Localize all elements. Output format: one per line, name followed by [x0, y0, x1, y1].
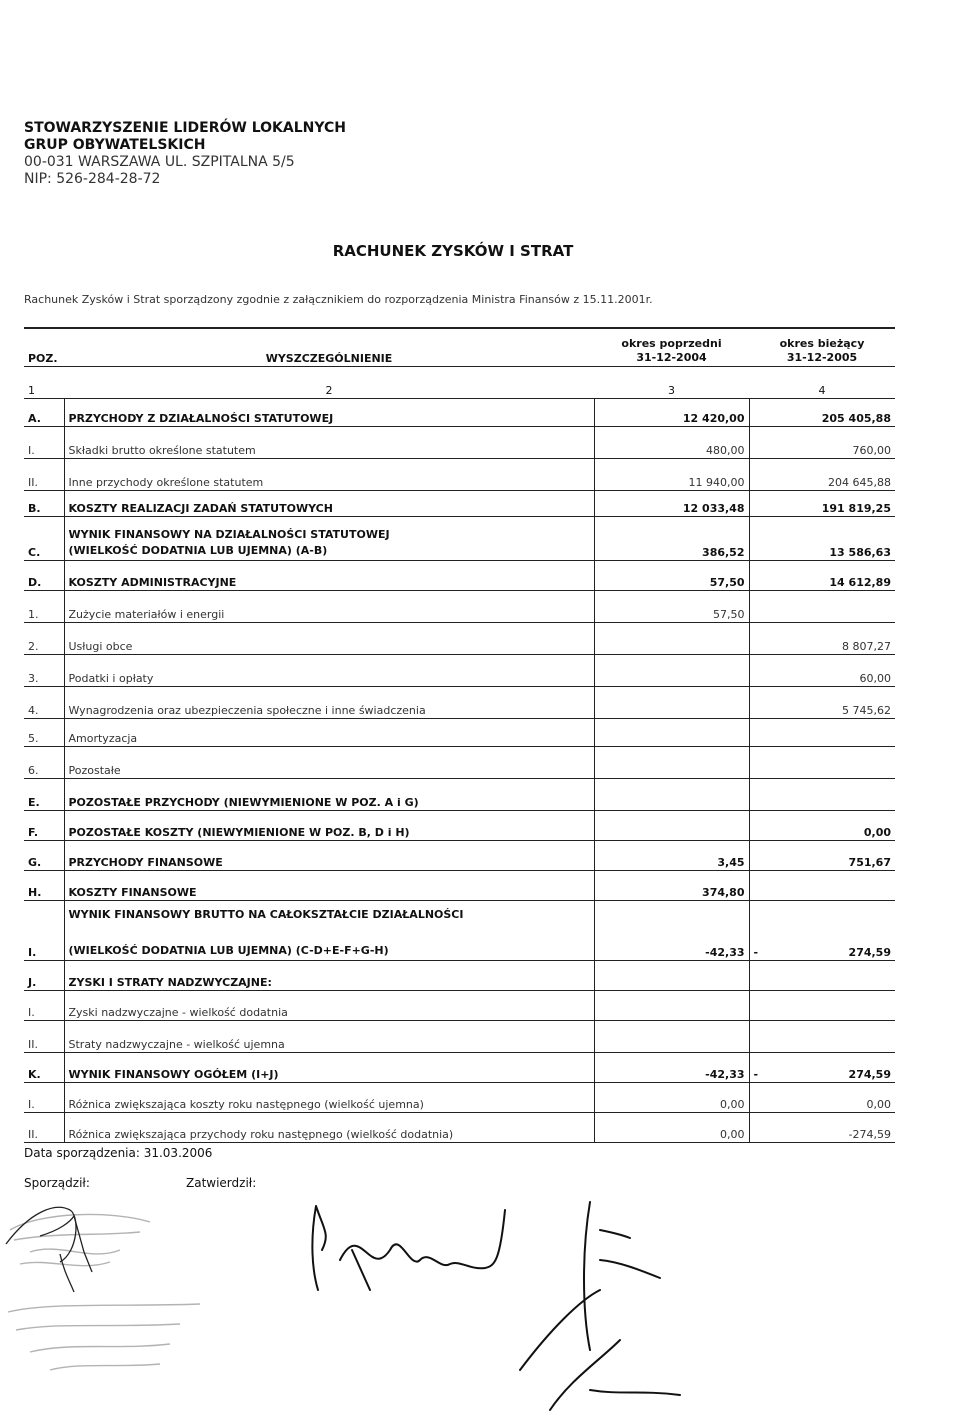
row-position: K.: [24, 1052, 64, 1082]
row-position: G.: [24, 840, 64, 870]
row-description: Straty nadzwyczajne - wielkość ujemna: [64, 1020, 594, 1052]
row-description: Usługi obce: [64, 622, 594, 654]
row-description: POZOSTAŁE PRZYCHODY (NIEWYMIENIONE W POZ. A i G): [64, 778, 594, 810]
row-previous-period-value: 12 420,00: [594, 398, 749, 426]
row-description-line2: (WIELKOŚĆ DODATNIA LUB UJEMNA) (A-B): [68, 543, 328, 557]
row-description: ZYSKI I STRATY NADZWYCZAJNE:: [64, 960, 594, 990]
table-row: [24, 1052, 895, 1082]
row-position: 5.: [24, 718, 64, 746]
row-current-period-value: 60,00: [749, 654, 895, 686]
table-row: [24, 426, 895, 458]
row-current-period-value: 5 745,62: [749, 686, 895, 718]
row-position: II.: [24, 458, 64, 490]
row-description-line1: WYNIK FINANSOWY NA DZIAŁALNOŚCI STATUTOWEJ: [68, 527, 390, 541]
row-description: Zużycie materiałów i energii: [64, 590, 594, 622]
row-previous-period-value: [594, 778, 749, 810]
column-number-1: 1: [24, 366, 64, 398]
row-current-period-value: -274,59: [749, 1112, 895, 1142]
row-current-period-value: 751,67: [749, 840, 895, 870]
table-row: [24, 490, 895, 516]
row-previous-period-value: 386,52: [594, 516, 749, 560]
row-position: D.: [24, 560, 64, 590]
row-previous-period-value: 374,80: [594, 870, 749, 900]
row-description: WYNIK FINANSOWY OGÓŁEM (I+J): [64, 1052, 594, 1082]
row-position: II.: [24, 1020, 64, 1052]
row-position: I.: [24, 900, 64, 960]
row-previous-period-value: 11 940,00: [594, 458, 749, 490]
row-previous-period-value: [594, 654, 749, 686]
row-description: [64, 900, 594, 960]
row-current-period-value: [749, 778, 895, 810]
row-current-period-value: [749, 990, 895, 1020]
row-previous-period-value: 57,50: [594, 560, 749, 590]
table-row: [24, 516, 895, 560]
header-curr-label: okres bieżący: [779, 336, 865, 350]
row-previous-period-value: [594, 746, 749, 778]
value-sign: -: [753, 1067, 759, 1081]
row-description: PRZYCHODY Z DZIAŁALNOŚCI STATUTOWEJ: [64, 398, 594, 426]
row-current-period-value: 0,00: [749, 1082, 895, 1112]
row-description: Wynagrodzenia oraz ubezpieczenia społeczne i inne świadczenia: [64, 686, 594, 718]
row-description: KOSZTY ADMINISTRACYJNE: [64, 560, 594, 590]
row-description: Inne przychody określone statutem: [64, 458, 594, 490]
row-position: B.: [24, 490, 64, 516]
income-statement-table: [24, 327, 895, 1143]
row-description: Pozostałe: [64, 746, 594, 778]
row-current-period-value: 13 586,63: [749, 516, 895, 560]
row-previous-period-value: -42,33: [594, 900, 749, 960]
row-position: 3.: [24, 654, 64, 686]
org-name-line2: GRUP OBYWATELSKICH: [24, 137, 206, 153]
table-row: [24, 870, 895, 900]
value-sign: -: [753, 945, 759, 959]
table-row: [24, 900, 895, 960]
row-current-period-value: 204 645,88: [749, 458, 895, 490]
row-current-period-value: 14 612,89: [749, 560, 895, 590]
row-current-period-value: 760,00: [749, 426, 895, 458]
row-previous-period-value: [594, 718, 749, 746]
row-current-period-value: 191 819,25: [749, 490, 895, 516]
row-position: II.: [24, 1112, 64, 1142]
row-previous-period-value: 3,45: [594, 840, 749, 870]
row-description: Różnica zwiększająca koszty roku następnego (wielkość ujemna): [64, 1082, 594, 1112]
row-position: J.: [24, 960, 64, 990]
row-previous-period-value: [594, 990, 749, 1020]
header-desc: WYSZCZEGÓLNIENIE: [64, 328, 594, 366]
row-description: Podatki i opłaty: [64, 654, 594, 686]
row-position: I.: [24, 1082, 64, 1112]
header-poz: POZ.: [24, 328, 64, 366]
header-curr-period: [749, 328, 895, 366]
row-position: H.: [24, 870, 64, 900]
table-row: [24, 398, 895, 426]
value-amount: 274,59: [848, 1067, 891, 1081]
header-prev-label: okres poprzedni: [621, 336, 722, 350]
row-previous-period-value: -42,33: [594, 1052, 749, 1082]
table-row: [24, 1112, 895, 1142]
signatures-image: [300, 1190, 720, 1416]
header-prev-period: [594, 328, 749, 366]
row-previous-period-value: 0,00: [594, 1112, 749, 1142]
table-row: [24, 990, 895, 1020]
row-current-period-value: [749, 1052, 895, 1082]
row-position: 6.: [24, 746, 64, 778]
row-description: Składki brutto określone statutem: [64, 426, 594, 458]
row-description-line1: WYNIK FINANSOWY BRUTTO NA CAŁOKSZTAŁCIE DZIAŁALNOŚCI: [68, 907, 464, 921]
row-previous-period-value: [594, 810, 749, 840]
row-position: E.: [24, 778, 64, 810]
org-name-line1: STOWARZYSZENIE LIDERÓW LOKALNYCH: [24, 120, 346, 136]
document-title: RACHUNEK ZYSKÓW I STRAT: [332, 242, 574, 260]
row-position: F.: [24, 810, 64, 840]
row-description: Zyski nadzwyczajne - wielkość dodatnia: [64, 990, 594, 1020]
row-description: POZOSTAŁE KOSZTY (NIEWYMIENIONE W POZ. B, D i H): [64, 810, 594, 840]
row-current-period-value: 205 405,88: [749, 398, 895, 426]
row-position: 2.: [24, 622, 64, 654]
row-description: Amortyzacja: [64, 718, 594, 746]
table-row: [24, 778, 895, 810]
table-row: [24, 718, 895, 746]
row-current-period-value: [749, 718, 895, 746]
row-previous-period-value: [594, 960, 749, 990]
table-row: [24, 960, 895, 990]
table-column-numbers-row: [24, 366, 895, 398]
row-position: I.: [24, 990, 64, 1020]
prepared-by-label: Sporządził:: [24, 1176, 90, 1190]
table-row: [24, 622, 895, 654]
header-prev-date: 31-12-2004: [636, 350, 707, 364]
row-description: KOSZTY FINANSOWE: [64, 870, 594, 900]
organization-header: [24, 120, 346, 188]
row-description-line2: (WIELKOŚĆ DODATNIA LUB UJEMNA) (C-D+E-F+G-H): [68, 943, 389, 957]
table-row: [24, 810, 895, 840]
table-row: [24, 840, 895, 870]
table-row: [24, 1082, 895, 1112]
row-previous-period-value: 0,00: [594, 1082, 749, 1112]
table-row: [24, 654, 895, 686]
document-intro: Rachunek Zysków i Strat sporządzony zgodnie z załącznikiem do rozporządzenia Ministra Finansów z 15.11.2001r.: [24, 293, 653, 306]
row-description: [64, 516, 594, 560]
row-previous-period-value: 12 033,48: [594, 490, 749, 516]
row-previous-period-value: [594, 1020, 749, 1052]
column-number-4: 4: [749, 366, 895, 398]
approved-by-label: Zatwierdził:: [186, 1176, 257, 1190]
row-position: C.: [24, 516, 64, 560]
table-row: [24, 590, 895, 622]
column-number-2: 2: [64, 366, 594, 398]
row-position: 4.: [24, 686, 64, 718]
table-row: [24, 686, 895, 718]
row-current-period-value: 0,00: [749, 810, 895, 840]
table-row: [24, 560, 895, 590]
table-row: [24, 458, 895, 490]
preparation-date: Data sporządzenia: 31.03.2006: [24, 1146, 213, 1160]
table-row: [24, 746, 895, 778]
row-position: I.: [24, 426, 64, 458]
row-current-period-value: [749, 870, 895, 900]
row-description: PRZYCHODY FINANSOWE: [64, 840, 594, 870]
row-current-period-value: [749, 746, 895, 778]
table-row: [24, 1020, 895, 1052]
row-current-period-value: [749, 900, 895, 960]
organization-stamp-image: [0, 1192, 240, 1412]
row-description: Różnica zwiększająca przychody roku następnego (wielkość dodatnia): [64, 1112, 594, 1142]
header-curr-date: 31-12-2005: [786, 350, 858, 364]
table-header-row: [24, 328, 895, 366]
row-current-period-value: [749, 590, 895, 622]
row-description: KOSZTY REALIZACJI ZADAŃ STATUTOWYCH: [64, 490, 594, 516]
org-address: 00-031 WARSZAWA UL. SZPITALNA 5/5: [24, 154, 295, 170]
row-current-period-value: 8 807,27: [749, 622, 895, 654]
row-previous-period-value: [594, 622, 749, 654]
column-number-3: 3: [594, 366, 749, 398]
row-position: A.: [24, 398, 64, 426]
row-current-period-value: [749, 960, 895, 990]
row-current-period-value: [749, 1020, 895, 1052]
row-previous-period-value: [594, 686, 749, 718]
org-nip: NIP: 526-284-28-72: [24, 171, 161, 187]
row-previous-period-value: 480,00: [594, 426, 749, 458]
row-previous-period-value: 57,50: [594, 590, 749, 622]
value-amount: 274,59: [848, 945, 891, 959]
row-position: 1.: [24, 590, 64, 622]
